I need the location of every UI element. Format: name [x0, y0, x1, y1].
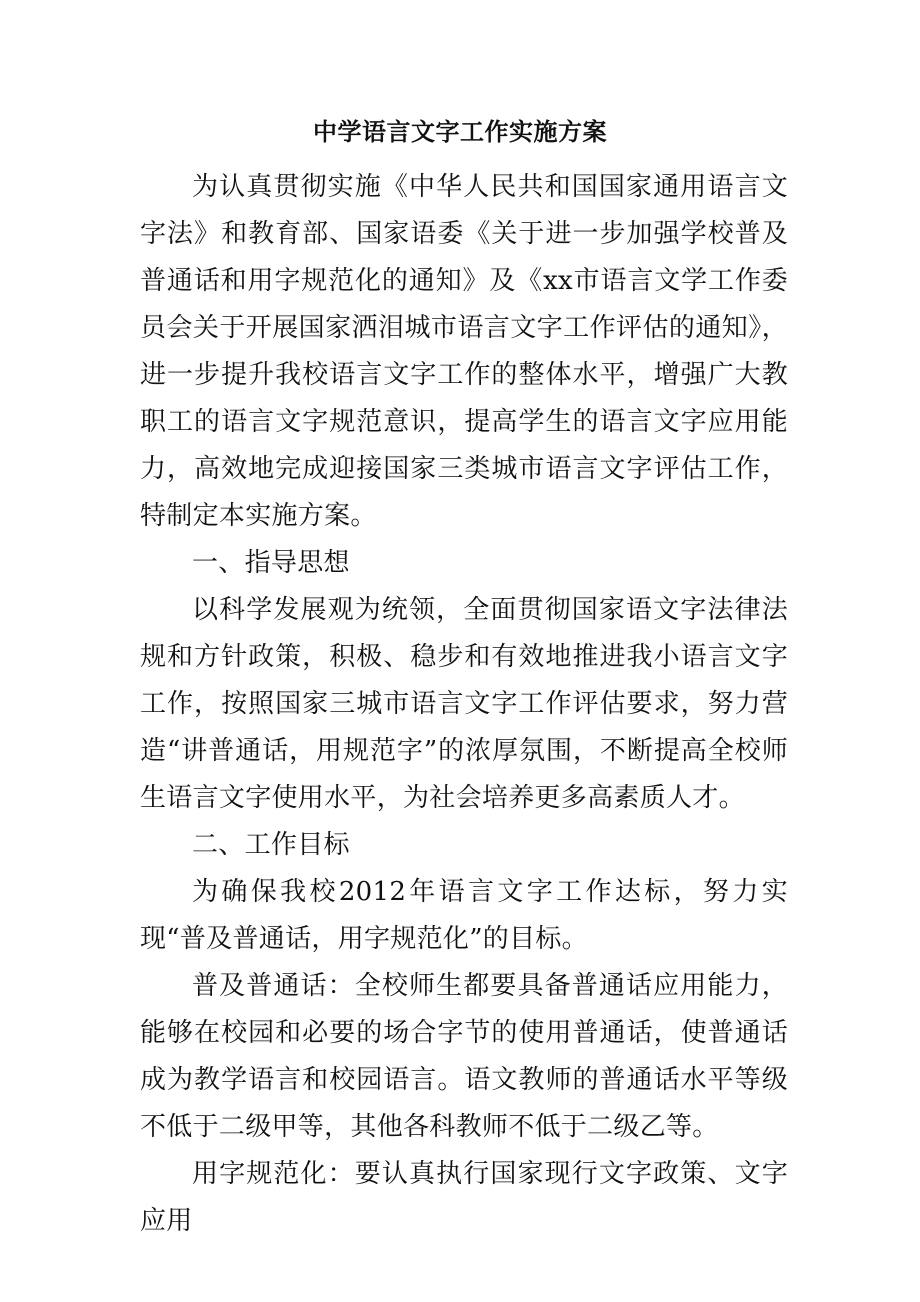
document-body [140, 164, 788, 1245]
document-title: 中学语言文字工作实施方案 [313, 117, 607, 146]
standard-characters-paragraph: 用字规范化：要认真执行国家现行文字政策、文字应用 [140, 1159, 788, 1236]
mandarin-popularization-paragraph: 普及普通话：全校师生都要具备普通话应用能力，能够在校园和必要的场合字节的使用普通话，使普通话成为教学语言和校园语言。语文教师的普通话水平等级不低于二级甲等，其他各科教师不低于二级乙等。 [140, 971, 788, 1142]
work-goals-paragraph: 为确保我校2012年语言文字工作达标，努力实现“普及普通话，用字规范化”的目标。 [140, 877, 788, 954]
guiding-ideology-paragraph: 以科学发展观为统领，全面贯彻国家语文字法律法规和方针政策，积极、稳步和有效地推进我小语言文字工作，按照国家三城市语言文字工作评估要求，努力营造“讲普通话，用规范字”的浓厚氛围，不断提高全校师生语言文字使用水平，为社会培养更多高素质人才。 [140, 595, 788, 813]
intro-paragraph: 为认真贯彻实施《中华人民共和国国家通用语言文字法》和教育部、国家语委《关于进一步加强学校普及普通话和用字规范化的通知》及《xx市语言文学工作委员会关于开展国家洒泪城市语言文字工作评估的通知》，进一步提升我校语言文字工作的整体水平，增强广大教职工的语言文字规范意识，提高学生的语言文字应用能力，高效地完成迎接国家三类城市语言文字评估工作，特制定本实施方案。 [140, 172, 788, 531]
section-heading-work-goals: 二、工作目标 [192, 830, 350, 860]
section-heading-guiding-ideology: 一、指导思想 [192, 548, 350, 578]
